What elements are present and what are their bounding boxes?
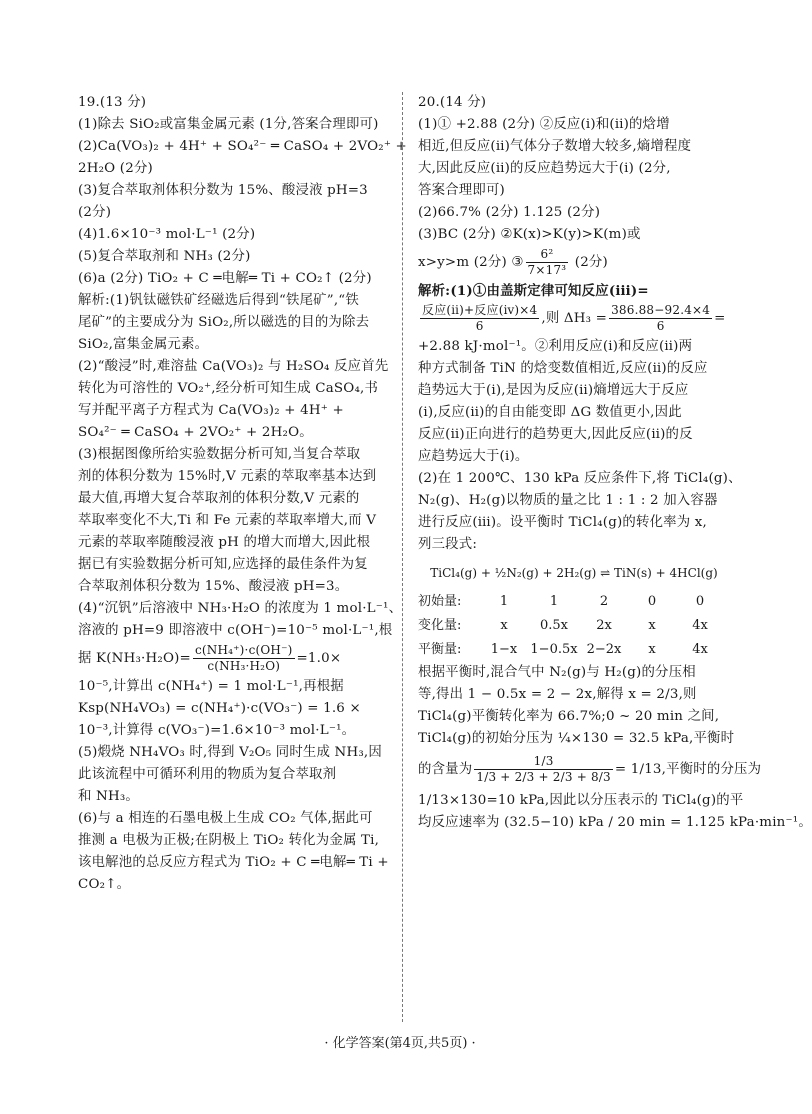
table-cell: 1−0.5x	[530, 642, 578, 657]
text-line: (3)BC (2分) ②K(x)>K(y)>K(m)或	[418, 227, 641, 242]
kb-suffix: =1.0×	[296, 651, 342, 666]
table-row	[418, 638, 730, 662]
text-line: 10⁻⁵,计算出 c(NH₄⁺) = 1 mol·L⁻¹,再根据	[78, 679, 344, 694]
text-line: 10⁻³,计算得 c(VO₃⁻)=1.6×10⁻³ mol·L⁻¹。	[78, 723, 356, 738]
text-line: 转化为可溶性的 VO₂⁺,经分析可知生成 CaSO₄,书	[78, 381, 379, 396]
hess-denominator: 6	[475, 319, 484, 333]
table-cell: 0.5x	[539, 618, 568, 633]
text-line: 合萃取剂体积分数为 15%、酸浸液 pH=3。	[78, 579, 349, 594]
table-row	[418, 590, 730, 614]
hess-numerator: 反应(ⅱ)+反应(ⅳ)×4	[422, 303, 538, 317]
table-cell: 4x	[692, 618, 708, 633]
q3-denominator: 7×17³	[527, 263, 567, 277]
text-line: 解析:(1)钒钛磁铁矿经磁选后得到“铁尾矿”,“铁	[78, 293, 359, 308]
partial-pressure-lines	[418, 662, 735, 750]
question-20-lines	[418, 92, 730, 246]
question-20-column	[418, 92, 812, 834]
text-line: 溶液的 pH=9 即溶液中 c(OH⁻)=10⁻⁵ mol·L⁻¹,根	[78, 623, 393, 638]
content-line	[418, 750, 762, 790]
text-line: 均反应速率为 (32.5−10) kPa / 20 min = 1.125 kPa·min⁻¹。	[418, 815, 812, 830]
text-line: 等,得出 1 − 0.5x = 2 − 2x,解得 x = 2/3,则	[418, 687, 697, 702]
row-label: 平衡量:	[418, 642, 462, 657]
q3-tail-prefix: x>y>m (2分) ③	[418, 255, 524, 270]
kb-fraction	[193, 643, 295, 674]
text-line: 列三段式:	[418, 537, 478, 552]
content-prefix: 的含量为	[418, 762, 473, 777]
q3-answer-tail	[418, 246, 730, 280]
content-suffix: = 1/13,平衡时的分压为	[614, 762, 762, 777]
text-line: 答案合理即可)	[418, 183, 505, 198]
text-line: (5)煅烧 NH₄VO₃ 时,得到 V₂O₅ 同时生成 NH₃,因	[78, 745, 382, 760]
hess-end: =	[714, 311, 726, 326]
text-line: 最大值,再增大复合萃取剂的体积分数,V 元素的	[78, 491, 360, 506]
text-line: (4)“沉钒”后溶液中 NH₃·H₂O 的浓度为 1 mol·L⁻¹、	[78, 601, 403, 616]
text-line: 萃取率变化不大,Ti 和 Fe 元素的萃取率增大,而 V	[78, 513, 377, 528]
hess-law-line	[418, 280, 730, 302]
question-19-lines-continued	[78, 676, 390, 896]
rate-lines	[418, 790, 812, 834]
text-line: (2)在 1 200℃、130 kPa 反应条件下,将 TiCl₄(g)、	[418, 471, 742, 486]
q3-tail-suffix: (2分)	[570, 255, 608, 270]
text-line: 2H₂O (2分)	[78, 161, 153, 176]
text-line: 和 NH₃。	[78, 789, 139, 804]
hess-prefix: 解析:(1)①由盖斯定律可知反应(ⅲ)=	[418, 283, 649, 299]
text-line: TiCl₄(g)的初始分压为 ¼×130 = 32.5 kPa,平衡时	[418, 731, 735, 746]
table-cell: 2−2x	[586, 642, 622, 657]
text-line: 元素的萃取率随酸浸液 pH 的增大而增大,因此根	[78, 535, 371, 550]
text-line: 根据平衡时,混合气中 N₂(g)与 H₂(g)的分压相	[418, 665, 696, 680]
text-line: 19.(13 分)	[78, 95, 147, 110]
text-line: 趋势远大于(ⅰ),是因为反应(ⅱ)熵增远大于反应	[418, 383, 689, 398]
kb-numerator: c(NH₄⁺)·c(OH⁻)	[194, 643, 293, 657]
text-line: 据已有实验数据分析可知,应选择的最佳条件为复	[78, 557, 368, 572]
text-line: (3)根据图像所给实验数据分析可知,当复合萃取	[78, 447, 361, 462]
text-line: (4)1.6×10⁻³ mol·L⁻¹ (2分)	[78, 227, 256, 242]
text-line: (6)a (2分) TiO₂ + C ═电解═ Ti + CO₂↑ (2分)	[78, 271, 372, 286]
text-line: (1)除去 SiO₂或富集金属元素 (1分,答案合理即可)	[78, 117, 379, 132]
text-line: 大,因此反应(ⅱ)的反应趋势远大于(ⅰ) (2分,	[418, 161, 671, 176]
text-line: (2分)	[78, 205, 112, 220]
q3-fraction	[526, 247, 569, 278]
three-stage-table	[418, 590, 730, 662]
table-cell: 1	[549, 594, 559, 609]
text-line: N₂(g)、H₂(g)以物质的量之比 1 : 1 : 2 加入容器	[418, 493, 718, 508]
row-label: 变化量:	[418, 618, 462, 633]
text-line: SiO₂,富集金属元素。	[78, 337, 209, 352]
explanation-lines	[418, 336, 742, 556]
dh-numerator: 386.88−92.4×4	[611, 303, 711, 317]
table-row	[418, 614, 730, 638]
hess-mid: ,则 ΔH₃ =	[541, 311, 608, 326]
text-line: 种方式制备 TiN 的焓变数值相近,反应(ⅱ)的反应	[418, 361, 708, 376]
dh-fraction	[609, 303, 712, 334]
content-numerator: 1/3	[474, 754, 613, 770]
hess-fraction-line	[418, 302, 730, 336]
text-line: (ⅰ),反应(ⅱ)的自由能变即 ΔG 数值更小,因此	[418, 405, 682, 420]
text-line: 进行反应(ⅲ)。设平衡时 TiCl₄(g)的转化率为 x,	[418, 515, 708, 530]
table-cell: 0	[647, 594, 657, 609]
dh-denominator: 6	[656, 319, 665, 333]
table-cell: x	[500, 618, 508, 633]
kb-denominator: c(NH₃·H₂O)	[207, 659, 281, 673]
text-line: TiCl₄(g)平衡转化率为 66.7%;0 ~ 20 min 之间,	[418, 709, 720, 724]
table-cell: 2	[599, 594, 609, 609]
reaction-equation: TiCl₄(g) + ½N₂(g) + 2H₂(g) ⇌ TiN(s) + 4HCl(g)	[430, 566, 718, 580]
text-line: SO₄²⁻ ═ CaSO₄ + 2VO₂⁺ + 2H₂O。	[78, 425, 313, 440]
question-19-lines	[78, 92, 407, 642]
text-line: (1)① +2.88 (2分) ②反应(ⅰ)和(ⅱ)的焓增	[418, 117, 670, 132]
question-19-column	[78, 92, 407, 896]
text-line: 推测 a 电极为正极;在阴极上 TiO₂ 转化为金属 Ti,	[78, 833, 380, 848]
text-line: 尾矿”的主要成分为 SiO₂,所以磁选的目的为除去	[78, 315, 370, 330]
table-cell: 2x	[596, 618, 612, 633]
text-line: 20.(14 分)	[418, 95, 487, 110]
q3-numerator: 6²	[526, 247, 569, 263]
table-cell: 1−x	[490, 642, 518, 657]
text-line: 反应(ⅱ)正向进行的趋势更大,因此反应(ⅱ)的反	[418, 427, 693, 442]
page-footer: · 化学答案(第4页,共5页) ·	[324, 1036, 476, 1051]
kb-prefix: 据 K(NH₃·H₂O)=	[78, 651, 191, 666]
table-cell: 1	[499, 594, 509, 609]
table-cell: 0	[695, 594, 705, 609]
text-line: 1/13×130=10 kPa,因此以分压表示的 TiCl₄(g)的平	[418, 793, 744, 808]
table-cell: x	[648, 642, 656, 657]
text-line: (2)Ca(VO₃)₂ + 4H⁺ + SO₄²⁻ ═ CaSO₄ + 2VO₂⁺ +	[78, 139, 407, 154]
text-line: (3)复合萃取剂体积分数为 15%、酸浸液 pH=3	[78, 183, 368, 198]
text-line: Ksp(NH₄VO₃) = c(NH₄⁺)·c(VO₃⁻) = 1.6 ×	[78, 701, 361, 716]
text-line: 写并配平离子方程式为 Ca(VO₃)₂ + 4H⁺ +	[78, 403, 344, 418]
table-cell: 4x	[692, 642, 708, 657]
text-line: (2)66.7% (2分) 1.125 (2分)	[418, 205, 601, 220]
text-line: 该电解池的总反应方程式为 TiO₂ + C ═电解═ Ti +	[78, 855, 389, 870]
text-line: 相近,但反应(ⅱ)气体分子数增大较多,熵增程度	[418, 139, 692, 154]
column-divider	[402, 92, 403, 1022]
text-line: CO₂↑。	[78, 877, 131, 892]
text-line: +2.88 kJ·mol⁻¹。②利用反应(ⅰ)和反应(ⅱ)两	[418, 339, 693, 354]
content-fraction	[474, 754, 613, 785]
hess-fraction	[420, 303, 539, 334]
text-line: 此该流程中可循环利用的物质为复合萃取剂	[78, 767, 337, 782]
text-line: (6)与 a 相连的石墨电极上生成 CO₂ 气体,据此可	[78, 811, 373, 826]
text-line: 应趋势远大于(ⅰ)。	[418, 449, 529, 464]
content-denominator: 1/3 + 2/3 + 2/3 + 8/3	[476, 770, 611, 784]
text-line: (5)复合萃取剂和 NH₃ (2分)	[78, 249, 251, 264]
row-label: 初始量:	[418, 594, 462, 609]
kb-expression	[78, 642, 390, 676]
text-line: (2)“酸浸”时,难溶盐 Ca(VO₃)₂ 与 H₂SO₄ 反应首先	[78, 359, 389, 374]
table-cell: x	[648, 618, 656, 633]
text-line: 剂的体积分数为 15%时,V 元素的萃取率基本达到	[78, 469, 377, 484]
